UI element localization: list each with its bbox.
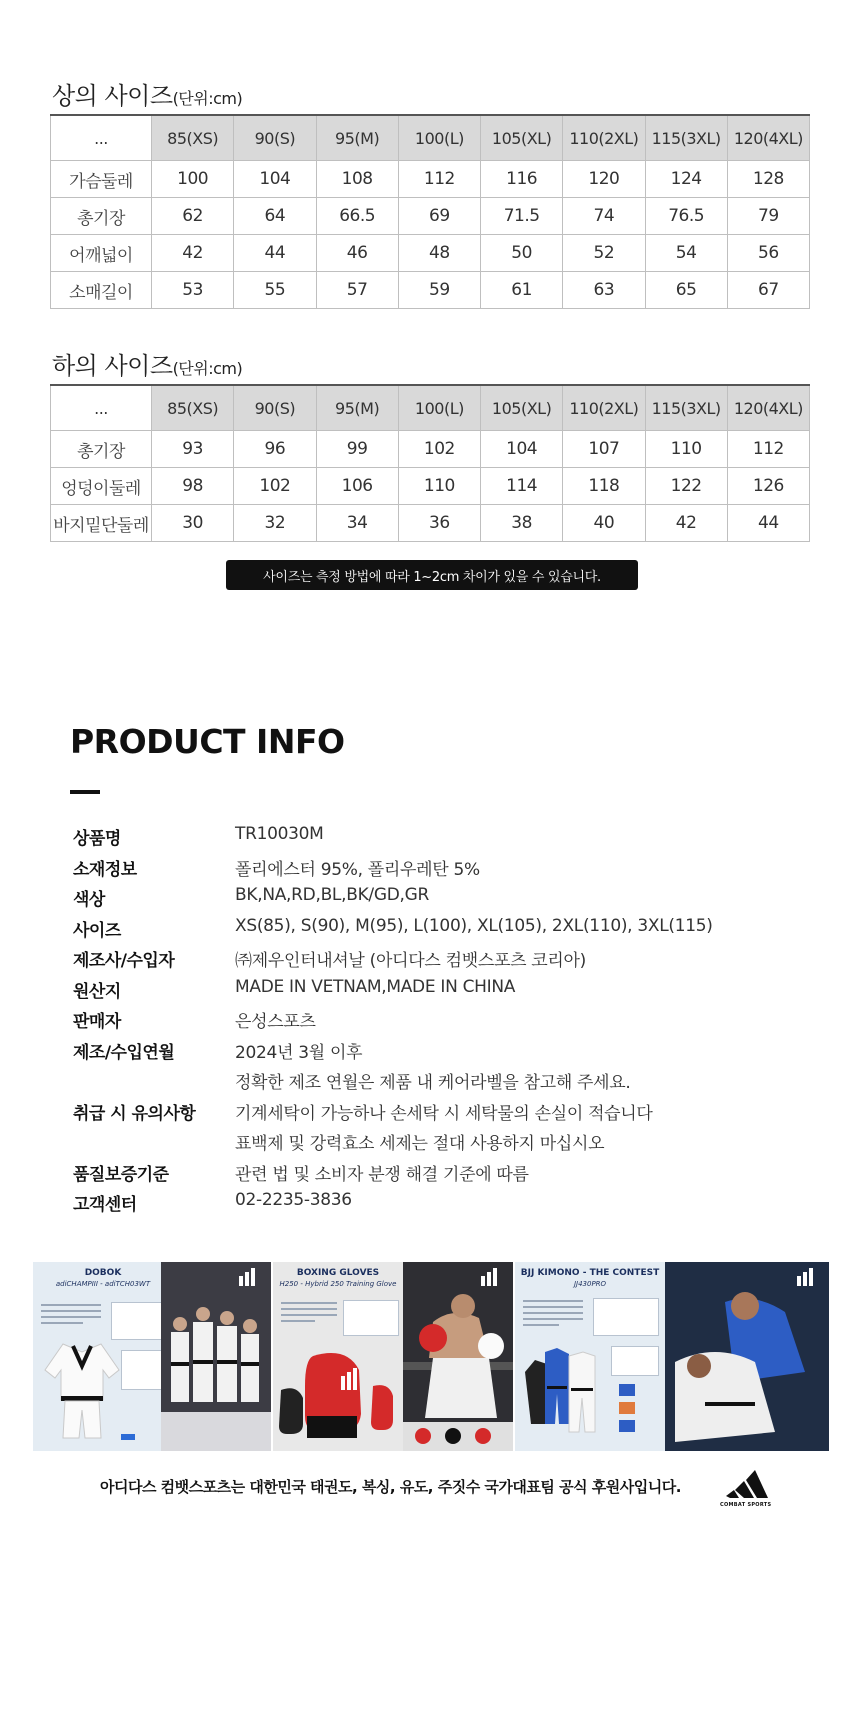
boxer-icon	[403, 1262, 513, 1451]
size-header-cell: 120(4XL)	[727, 385, 809, 431]
info-label: 고객센터	[73, 1195, 137, 1215]
measurement-value: 71.5	[481, 198, 563, 235]
measurement-value: 67	[727, 272, 809, 309]
tech-info-box	[593, 1298, 659, 1336]
info-value: XS(85), S(90), M(95), L(100), XL(105), 2XL(110), 3XL(115)	[235, 915, 713, 936]
combat-sports-wordmark: COMBAT SPORTS	[720, 1502, 772, 1508]
adidas-three-bars-logo-icon	[722, 1468, 768, 1504]
measurement-value: 102	[234, 468, 316, 505]
size-header-cell: 115(3XL)	[645, 385, 727, 431]
measurement-label: 총기장	[51, 198, 152, 235]
boxing-glove-icon	[277, 1346, 399, 1446]
measurement-value: 65	[645, 272, 727, 309]
size-header-cell: 85(XS)	[152, 115, 234, 161]
color-swatch-blue-2	[619, 1420, 635, 1432]
measurement-value: 74	[563, 198, 645, 235]
feature-text-lines	[41, 1304, 101, 1328]
banner-heading: DOBOK	[84, 1268, 122, 1278]
top-size-unit: (단위:cm)	[172, 89, 243, 108]
bottom-size-title-text: 하의 사이즈	[52, 352, 173, 380]
table-corner-cell: ...	[51, 115, 152, 161]
measurement-value: 96	[234, 431, 316, 468]
table-header-row	[51, 385, 810, 431]
size-header-cell: 85(XS)	[152, 385, 234, 431]
size-header-cell: 110(2XL)	[563, 115, 645, 161]
measurement-value: 120	[563, 161, 645, 198]
feature-text-lines	[523, 1300, 583, 1330]
info-label: 취급 시 유의사항	[73, 1103, 196, 1124]
measurement-value: 63	[563, 272, 645, 309]
measurement-value: 36	[398, 505, 480, 542]
measurement-value: 30	[152, 505, 234, 542]
measurement-value: 53	[152, 272, 234, 309]
measurement-label: 소매길이	[51, 272, 152, 309]
measurement-value: 104	[481, 431, 563, 468]
table-row	[51, 161, 810, 198]
measurement-value: 42	[645, 505, 727, 542]
banner-subheading: H250 - Hybrid 250 Training Glove	[279, 1280, 397, 1288]
bottom-size-unit: (단위:cm)	[172, 359, 243, 378]
kimono-icon	[521, 1342, 611, 1446]
table-row	[51, 431, 810, 468]
size-header-cell: 105(XL)	[481, 385, 563, 431]
table-corner-cell: ...	[51, 385, 152, 431]
table-row	[51, 272, 810, 309]
measurement-value: 34	[316, 505, 398, 542]
measurement-value: 42	[152, 235, 234, 272]
measurement-value: 107	[563, 431, 645, 468]
gloves-info-panel	[273, 1262, 403, 1451]
measurement-value: 40	[563, 505, 645, 542]
measurement-value: 50	[481, 235, 563, 272]
top-size-title-text: 상의 사이즈	[52, 82, 173, 110]
tech-info-box	[343, 1300, 399, 1336]
size-header-cell: 100(L)	[398, 385, 480, 431]
measurement-value: 54	[645, 235, 727, 272]
measurement-value: 116	[481, 161, 563, 198]
measurement-label: 바지밑단둘레	[51, 505, 152, 542]
info-label: 제조사/수입자	[73, 951, 175, 971]
measurement-label: 엉덩이둘레	[51, 468, 152, 505]
gloves-photo	[403, 1262, 513, 1451]
measurement-value: 52	[563, 235, 645, 272]
info-label: 상품명	[73, 829, 121, 849]
kimono-info-panel	[515, 1262, 665, 1451]
kimono-photo	[665, 1262, 829, 1451]
size-header-cell: 90(S)	[234, 115, 316, 161]
measurement-value: 38	[481, 505, 563, 542]
measurement-value: 64	[234, 198, 316, 235]
size-header-cell: 120(4XL)	[727, 115, 809, 161]
measurement-value: 128	[727, 161, 809, 198]
info-value: TR10030M	[235, 824, 324, 844]
measurement-value: 59	[398, 272, 480, 309]
measurement-value: 79	[727, 198, 809, 235]
taekwondo-athletes-icon	[161, 1262, 271, 1451]
info-value: 폴리에스터 95%, 폴리우레탄 5%	[235, 859, 480, 880]
world-taekwondo-logo-icon	[121, 1434, 135, 1440]
measurement-value: 124	[645, 161, 727, 198]
measurement-value: 69	[398, 198, 480, 235]
info-label: 원산지	[73, 981, 121, 1002]
banner-heading: BJJ KIMONO - THE CONTEST	[520, 1268, 660, 1278]
top-size-table	[50, 114, 810, 309]
size-header-cell: 90(S)	[234, 385, 316, 431]
measurement-value: 104	[234, 161, 316, 198]
color-swatch-orange	[619, 1402, 635, 1414]
size-header-cell: 110(2XL)	[563, 385, 645, 431]
measurement-value: 110	[645, 431, 727, 468]
sponsor-statement: 아디다스 컴뱃스포츠는 대한민국 태권도, 복싱, 유도, 주짓수 국가대표팀 공식 후원사입니다.	[100, 1478, 681, 1496]
table-header-row	[51, 115, 810, 161]
measurement-value: 110	[398, 468, 480, 505]
measurement-value: 55	[234, 272, 316, 309]
info-label: 색상	[73, 890, 105, 910]
measurement-value: 98	[152, 468, 234, 505]
jiujitsu-athletes-icon	[665, 1262, 829, 1451]
measurement-value: 99	[316, 431, 398, 468]
info-value-extra: 정확한 제조 연월은 제품 내 케어라벨을 참고해 주세요.	[235, 1073, 631, 1093]
info-value: BK,NA,RD,BL,BK/GD,GR	[235, 885, 429, 905]
dobok-photo	[161, 1262, 271, 1451]
dobok-uniform-icon	[43, 1340, 121, 1440]
info-value: 02-2235-3836	[235, 1190, 352, 1210]
measurement-value: 106	[316, 468, 398, 505]
measurement-value: 48	[398, 235, 480, 272]
info-value: 은성스포츠	[235, 1012, 316, 1032]
info-value: ㈜제우인터내셔날 (아디다스 컴뱃스포츠 코리아)	[235, 951, 586, 971]
size-header-cell: 100(L)	[398, 115, 480, 161]
measurement-value: 76.5	[645, 198, 727, 235]
banner-subheading: adiCHAMPIII - adiTCH03WT	[55, 1280, 151, 1288]
table-row	[51, 235, 810, 272]
info-value: MADE IN VETNAM,MADE IN CHINA	[235, 976, 516, 997]
info-value: 관련 법 및 소비자 분쟁 해결 기준에 따름	[235, 1164, 529, 1185]
table-row	[51, 198, 810, 235]
measurement-value: 44	[727, 505, 809, 542]
title-underline	[70, 790, 100, 794]
measurement-value: 100	[152, 161, 234, 198]
banner-subheading: JJ430PRO	[573, 1280, 607, 1288]
dobok-info-panel	[33, 1262, 173, 1451]
measurement-value: 122	[645, 468, 727, 505]
bottom-size-title	[52, 346, 242, 381]
size-header-cell: 105(XL)	[481, 115, 563, 161]
banner-heading: BOXING GLOVES	[296, 1268, 380, 1278]
measurement-value: 112	[398, 161, 480, 198]
table-row	[51, 505, 810, 542]
measurement-label: 어깨넓이	[51, 235, 152, 272]
info-label: 제조/수입연월	[73, 1042, 175, 1063]
color-swatch-blue	[619, 1384, 635, 1396]
measurement-value: 93	[152, 431, 234, 468]
who-for-box	[611, 1346, 659, 1376]
measurement-value: 56	[727, 235, 809, 272]
info-value: 기계세탁이 가능하나 손세탁 시 세탁물의 손실이 적습니다	[235, 1103, 653, 1124]
measurement-value: 126	[727, 468, 809, 505]
info-label: 품질보증기준	[73, 1164, 169, 1185]
info-value: 2024년 3월 이후	[235, 1042, 363, 1063]
info-label: 사이즈	[73, 920, 121, 941]
bottom-size-table	[50, 384, 810, 542]
size-notice: 사이즈는 측정 방법에 따라 1~2cm 차이가 있을 수 있습니다.	[226, 560, 638, 590]
table-row	[51, 468, 810, 505]
measurement-value: 62	[152, 198, 234, 235]
product-info-title: PRODUCT INFO	[70, 722, 345, 761]
measurement-value: 57	[316, 272, 398, 309]
measurement-value: 118	[563, 468, 645, 505]
measurement-value: 102	[398, 431, 480, 468]
info-value-extra: 표백제 및 강력효소 세제는 절대 사용하지 마십시오	[235, 1134, 605, 1154]
measurement-value: 32	[234, 505, 316, 542]
top-size-title	[52, 76, 242, 111]
measurement-value: 46	[316, 235, 398, 272]
size-header-cell: 95(M)	[316, 385, 398, 431]
info-label: 소재정보	[73, 859, 137, 880]
measurement-value: 112	[727, 431, 809, 468]
measurement-label: 가슴둘레	[51, 161, 152, 198]
measurement-label: 총기장	[51, 431, 152, 468]
measurement-value: 61	[481, 272, 563, 309]
measurement-value: 44	[234, 235, 316, 272]
feature-text-lines	[281, 1302, 337, 1326]
measurement-value: 114	[481, 468, 563, 505]
measurement-value: 108	[316, 161, 398, 198]
tech-info-box	[111, 1302, 167, 1340]
measurement-value: 66.5	[316, 198, 398, 235]
size-header-cell: 115(3XL)	[645, 115, 727, 161]
product-banner	[33, 1262, 829, 1451]
info-label: 판매자	[73, 1012, 121, 1032]
size-header-cell: 95(M)	[316, 115, 398, 161]
